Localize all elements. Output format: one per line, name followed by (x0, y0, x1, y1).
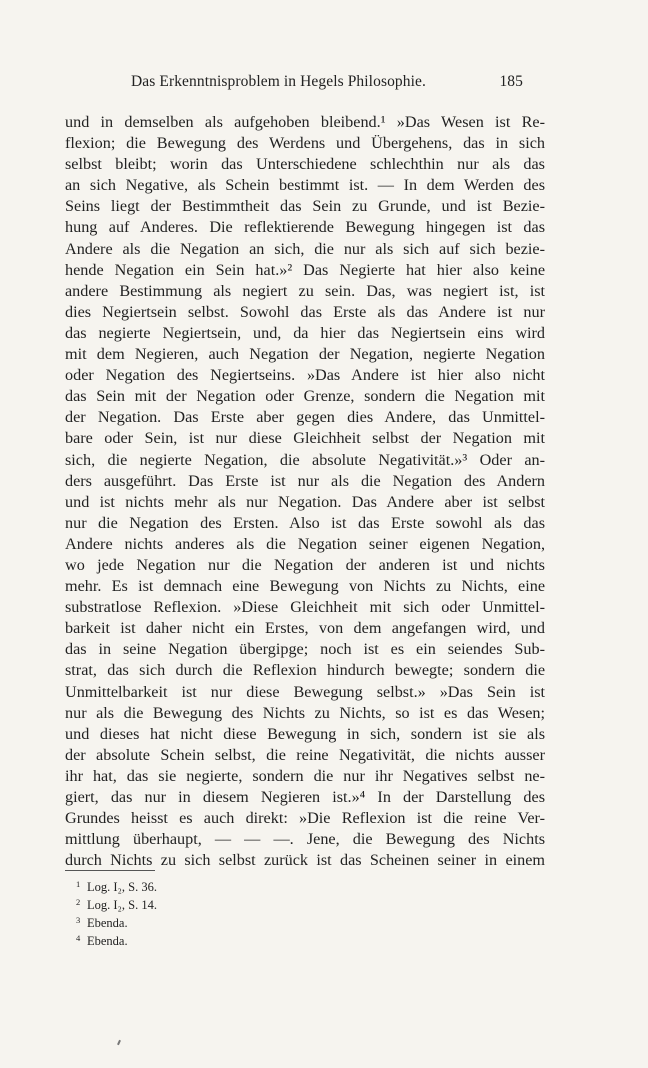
text-line: und ist nichts mehr als nur Negation. Das Andere aber ist selbst (65, 492, 545, 511)
running-header (131, 73, 523, 95)
stray-pencil-mark (117, 1040, 121, 1045)
text-line: Seins liegt der Bestimmtheit das Sein zu Grunde, und ist Bezie- (65, 197, 545, 216)
footnote: 1 Log. I₂, S. 36. (76, 879, 157, 894)
text-line: das in seine Negation übergipge; noch ist es ein seiendes Sub- (65, 640, 545, 659)
page-number: 185 (499, 73, 523, 90)
text-line: Andere als die Negation an sich, die nur als sich auf sich bezie- (65, 239, 545, 258)
text-line: das Sein mit der Negation oder Grenze, sondern die Negation mit (65, 387, 545, 406)
footnote: 3 Ebenda. (76, 915, 128, 930)
text-line: bare oder Sein, ist nur diese Gleichheit selbst der Negation mit (65, 429, 545, 448)
text-line: Grundes heisst es auch direkt: »Die Reflexion ist die reine Ver- (65, 809, 545, 828)
footnotes (76, 878, 376, 950)
text-line: dies Negiertsein selbst. Sowohl das Erste als das Andere ist nur (65, 302, 545, 321)
text-line: Unmittelbarkeit ist nur diese Bewegung selbst.» »Das Sein ist (65, 682, 545, 701)
text-line: an sich Negative, als Schein bestimmt ist. — In dem Werden des (65, 176, 545, 195)
text-line: hende Negation ein Sein hat.»² Das Negierte hat hier also keine (65, 260, 545, 279)
text-line: ders ausgeführt. Das Erste ist nur als die Negation des Andern (65, 471, 545, 490)
text-line: das negierte Negiertsein, und, da hier das Negiertsein eins wird (65, 323, 545, 342)
text-line: mittlung überhaupt, — — —. Jene, die Bewegung des Nichts (65, 830, 545, 849)
footnote-text: Ebenda. (87, 934, 128, 948)
text-line: strat, das sich durch die Reflexion hindurch bewegte; sondern die (65, 661, 545, 680)
text-line: substratlose Reflexion. »Diese Gleichheit mit sich oder Unmittel- (65, 598, 545, 617)
text-line: nur als die Bewegung des Nichts zu Nichts, so ist es das Wesen; (65, 703, 545, 722)
text-line: Andere nichts anderes als die Negation seiner eigenen Negation, (65, 534, 545, 553)
text-line: und dieses hat nicht diese Bewegung in sich, sondern ist sie als (65, 724, 545, 743)
running-title: Das Erkenntnisproblem in Hegels Philosophie. (131, 73, 426, 90)
text-line: wo jede Negation nur die Negation der anderen ist und nichts (65, 555, 545, 574)
text-line: der absolute Schein selbst, die reine Negativität, die nichts ausser (65, 745, 545, 764)
footnote: 4 Ebenda. (76, 933, 128, 948)
text-line: selbst bleibt; worin das Unterschiedene schlechthin nur als das (65, 155, 545, 174)
text-line: nur die Negation des Ersten. Also ist das Erste sowohl als das (65, 513, 545, 532)
text-line: der Negation. Das Erste aber gegen dies Andere, das Unmittel- (65, 408, 545, 427)
text-line: mit dem Negieren, auch Negation der Negation, negierte Negation (65, 345, 545, 364)
footnote-divider (65, 870, 155, 871)
text-line: flexion; die Bewegung des Werdens und Übergehens, das in sich (65, 134, 545, 153)
footnote-text: Ebenda. (87, 916, 128, 930)
footnote-text: Log. I₂, S. 14. (87, 898, 157, 912)
text-line: giert, das nur in diesem Negieren ist.»⁴ In der Darstellung des (65, 788, 545, 806)
text-line: mehr. Es ist demnach eine Bewegung von Nichts zu Nichts, eine (65, 577, 545, 596)
text-line: durch Nichts zu sich selbst zurück ist das Scheinen seiner in einem (65, 851, 545, 870)
text-line: sich, die negierte Negation, die absolute Negativität.»³ Oder an- (65, 450, 545, 469)
body-text (65, 112, 545, 871)
text-line: hung auf Anderes. Die reflektierende Bewegung hingegen ist das (65, 218, 545, 237)
text-line: barkeit ist daher nicht ein Erstes, von dem angefangen wird, und (65, 619, 545, 638)
footnote: 2 Log. I₂, S. 14. (76, 897, 157, 912)
text-line: ihr hat, das sie negierte, sondern die nur ihr Negatives selbst ne- (65, 766, 545, 785)
text-line: andere Bestimmung als negiert zu sein. Das, was negiert ist, ist (65, 281, 545, 300)
text-line: und in demselben als aufgehoben bleibend.¹ »Das Wesen ist Re- (65, 113, 545, 131)
text-line: oder Negation des Negiertseins. »Das Andere ist hier also nicht (65, 366, 545, 385)
footnote-text: Log. I₂, S. 36. (87, 880, 157, 894)
